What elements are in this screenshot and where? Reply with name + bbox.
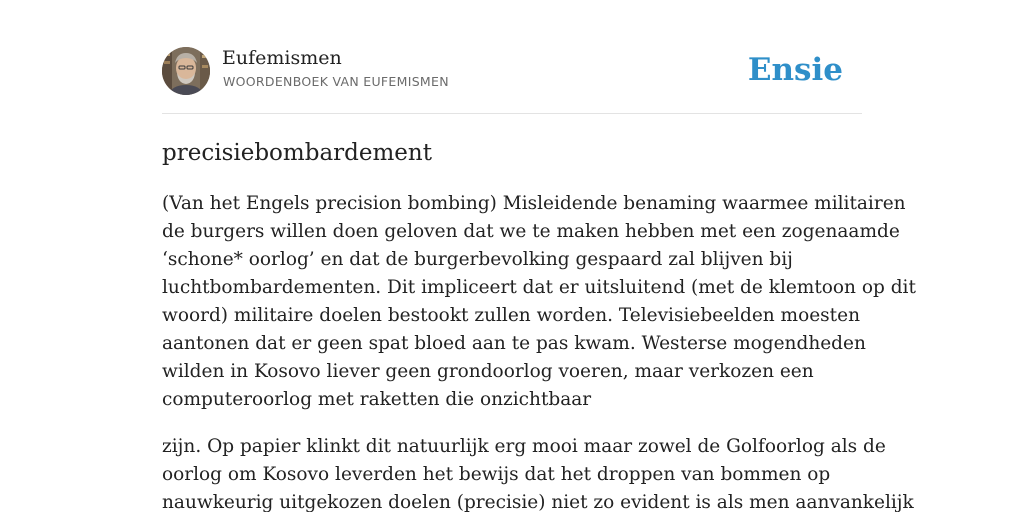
author-photo-icon [162,47,210,95]
text-line: aantonen dat er geen spat bloed aan te pas kwam. Westerse mogendheden [162,333,866,354]
author-avatar[interactable] [162,47,210,95]
entry-paragraph [162,190,916,414]
dictionary-name[interactable]: WOORDENBOEK VAN EUFEMISMEN [223,74,449,89]
author-name[interactable]: Eufemismen [222,47,342,69]
entry-body [162,190,916,512]
header [162,46,862,96]
text-line: zijn. Op papier klinkt dit natuurlijk erg mooi maar zowel de Golfoorlog als de [162,436,886,457]
text-line: de burgers willen doen geloven dat we te maken hebben met een zogenaamde [162,221,900,242]
ensie-logo[interactable]: Ensie [747,52,843,88]
text-line: computeroorlog met raketten die onzichtbaar [162,389,592,410]
text-line: oorlog om Kosovo leverden het bewijs dat het droppen van bommen op [162,464,831,485]
entry-title: precisiebombardement [162,140,432,166]
text-line: wilden in Kosovo liever geen grondoorlog voeren, maar verkozen een [162,361,814,382]
text-line: woord) militaire doelen bestookt zullen worden. Televisiebeelden moesten [162,305,860,326]
text-line: ‘schone* oorlog’ en dat de burgerbevolking gespaard zal blijven bij [162,249,793,270]
header-divider [162,113,862,114]
text-line: nauwkeurig uitgekozen doelen (precisie) niet zo evident is als men aanvankelijk [162,492,914,512]
text-line: (Van het Engels precision bombing) Misleidende benaming waarmee militairen [162,193,906,214]
entry-paragraph [162,433,914,512]
text-line: luchtbombardementen. Dit impliceert dat er uitsluitend (met de klemtoon op dit [162,277,916,298]
